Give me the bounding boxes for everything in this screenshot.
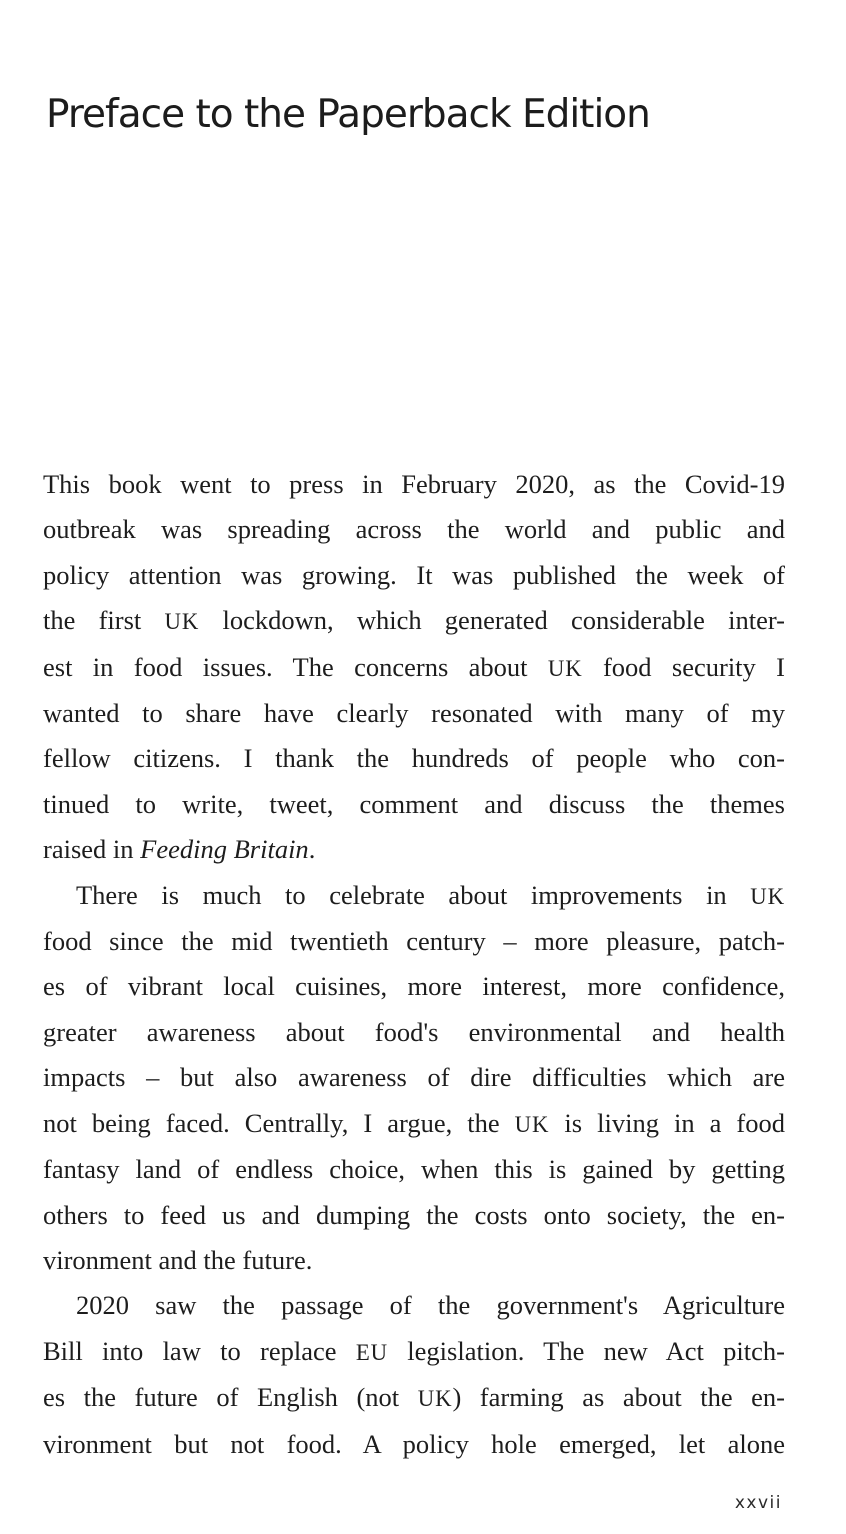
- text-line: policy attention was growing. It was published the week of: [43, 559, 785, 590]
- text-line: fantasy land of endless choice, when this is gained by getting: [43, 1154, 785, 1185]
- paragraph-2: [43, 873, 785, 1284]
- paragraph-1: [43, 462, 785, 873]
- text-line: est in food issues. The concerns about UK food security I: [43, 651, 785, 682]
- text-line: There is much to celebrate about improvements in UK: [76, 879, 785, 910]
- text-line: es the future of English (not UK) farming as about the en-: [43, 1382, 786, 1413]
- text-line: impacts – but also awareness of dire difficulties which are: [43, 1062, 785, 1093]
- text-line: outbreak was spreading across the world and public and: [43, 514, 785, 545]
- text-line: Bill into law to replace EU legislation. The new Act pitch-: [43, 1335, 785, 1366]
- text-line: vironment and the future.: [43, 1244, 313, 1275]
- body-text: [43, 462, 785, 1467]
- text-line: others to feed us and dumping the costs onto society, the en-: [43, 1199, 785, 1230]
- text-line: tinued to write, tweet, comment and discuss the themes: [43, 788, 785, 819]
- page-number: xxvii: [734, 1493, 782, 1513]
- paragraph-3: [43, 1283, 785, 1467]
- text-line: greater awareness about food's environmental and health: [43, 1016, 785, 1047]
- text-line: the first UK lockdown, which generated considerable inter-: [43, 605, 786, 636]
- text-line: fellow citizens. I thank the hundreds of people who con-: [43, 743, 785, 774]
- text-line: This book went to press in February 2020, as the Covid-19: [43, 469, 785, 499]
- text-line: vironment but not food. A policy hole emerged, let alone: [43, 1428, 785, 1459]
- text-line: 2020 saw the passage of the government's Agriculture: [76, 1290, 785, 1321]
- text-line: es of vibrant local cuisines, more interest, more confidence,: [43, 971, 785, 1002]
- text-line: food since the mid twentieth century – more pleasure, patch-: [43, 926, 785, 957]
- text-line: wanted to share have clearly resonated with many of my: [43, 698, 785, 729]
- text-line: not being faced. Centrally, I argue, the UK is living in a food: [43, 1107, 786, 1138]
- text-line: raised in Feeding Britain.: [43, 834, 316, 865]
- chapter-title: Preface to the Paperback Edition: [46, 92, 650, 137]
